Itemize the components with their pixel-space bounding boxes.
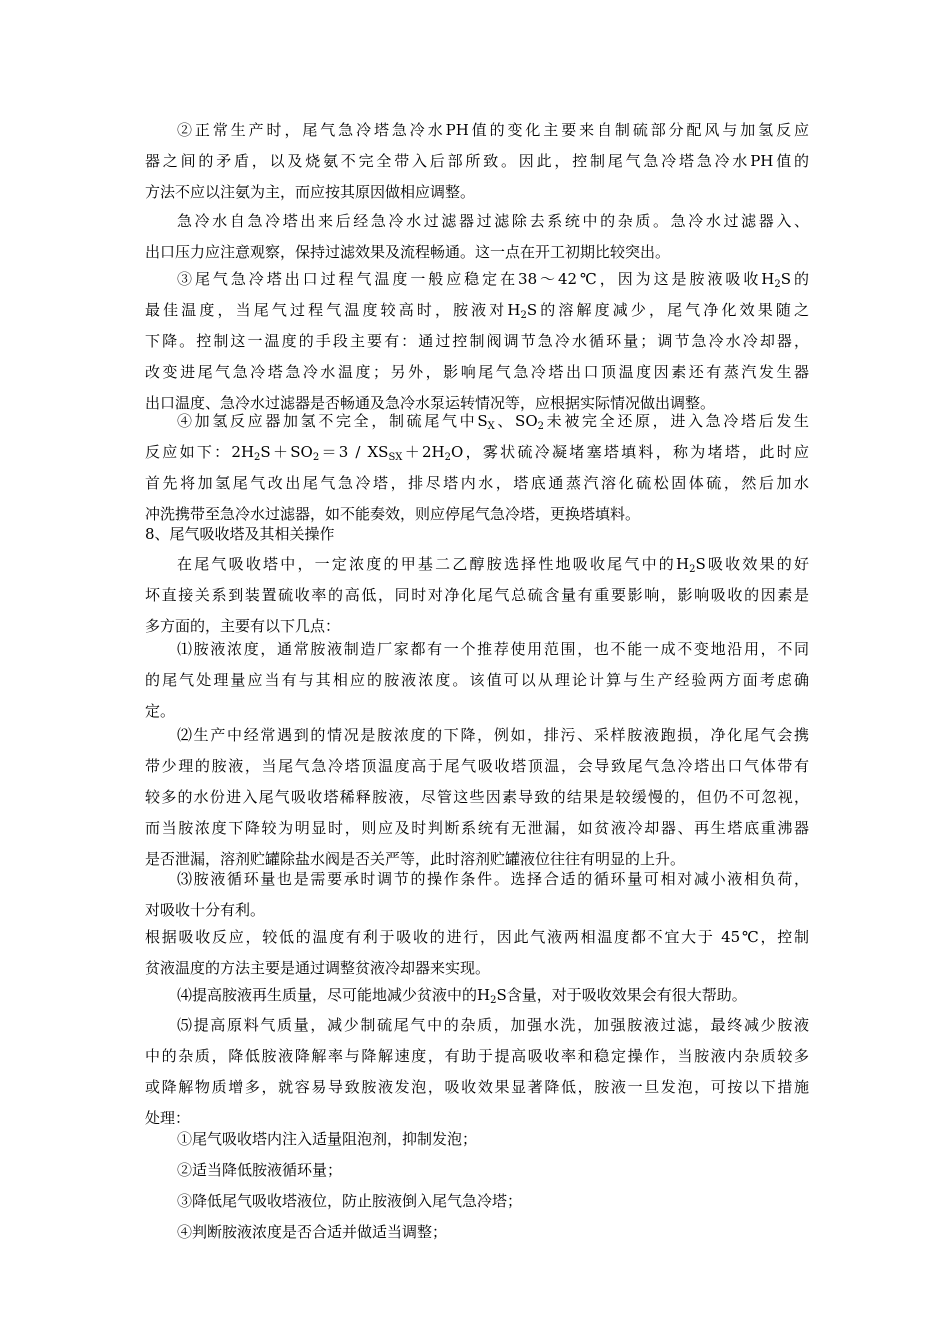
- text-line: 中的杂质，降低胺液降解率与降解速度，有助于提高吸收率和稳定操作，当胺液内杂质较多: [145, 1047, 809, 1065]
- paragraph-hydrogenation: [145, 406, 809, 530]
- paragraph-quench-filter: [145, 206, 809, 268]
- paragraph-feed-quality: [145, 1010, 809, 1134]
- text-line: 的尾气处理量应当有与其相应的胺液浓度。该值可以从理论计算与生产经验两方面考虑确: [145, 671, 809, 689]
- text-line: 冲洗携带至急冷水过滤器，如不能奏效，则应停尾气急冷塔，更换塔填料。: [145, 505, 641, 523]
- text-line: 根据吸收反应，较低的温度有利于吸收的进行，因此气液两相温度都不宜大于 45℃，控制: [145, 928, 809, 946]
- text-line: ⑷提高胺液再生质量，尽可能地减少贫液中的$H_2S$含量，对于吸收效果会有很大帮助。: [177, 986, 747, 1006]
- list-item: ②适当降低胺液循环量；: [177, 1161, 343, 1179]
- text-line: 多方面的，主要有以下几点：: [145, 617, 341, 635]
- section-title: 8、尾气吸收塔及其相关操作: [145, 525, 335, 543]
- text-line: 最佳温度，当尾气过程气温度较高时，胺液对$H_2S$的溶解度减少，尾气净化效果随之: [145, 301, 809, 321]
- text-line: 定。: [145, 702, 176, 720]
- text-line: 在尾气吸收塔中，一定浓度的甲基二乙醇胺选择性地吸收尾气中的$H_2S$吸收效果的好: [177, 555, 809, 575]
- text-line: ⑶胺液循环量也是需要承时调节的操作条件。选择合适的循环量可相对减小液相负荷，: [177, 870, 809, 888]
- text-line: ③尾气急冷塔出口过程气温度一般应稳定在38～42℃，因为这是胺液吸收$H_2S$的: [177, 270, 809, 290]
- text-line: 反应如下：$2H_2S+SO_2=3 / XS_{SX}+2H_2O$，雾状硫冷凝堵塞塔填料，称为堵塔，此时应: [145, 443, 809, 463]
- text-line: 改变进尾气急冷塔急冷水温度；另外，影响尾气急冷塔出口顶温度因素还有蒸汽发生器: [145, 363, 809, 381]
- list-item: ③降低尾气吸收塔液位，防止胺液倒入尾气急冷塔；: [177, 1192, 523, 1210]
- text-line: 器之间的矛盾，以及烧氨不完全带入后部所致。因此，控制尾气急冷塔急冷水PH值的: [145, 152, 809, 170]
- text-line: 较多的水份进入尾气吸收塔稀释胺液，尽管这些因素导致的结果是较缓慢的，但仍不可忽视，: [145, 788, 809, 806]
- foaming-measures-list: [145, 1124, 809, 1248]
- text-line: 首先将加氢尾气改出尾气急冷塔，排尽塔内水，塔底通蒸汽溶化硫松固体硫，然后加水: [145, 474, 809, 492]
- text-line: ⑵生产中经常遇到的情况是胺浓度的下降，例如，排污、采样胺液跑损，净化尾气会携: [177, 726, 809, 744]
- paragraph-temperature: [145, 922, 809, 984]
- text-line: 出口压力应注意观察，保持过滤效果及流程畅通。这一点在开工初期比较突出。: [145, 243, 671, 261]
- text-line: 带少理的胺液，当尾气急冷塔顶温度高于尾气吸收塔顶温，会导致尾气急冷塔出口气体带有: [145, 757, 809, 775]
- text-line: 坏直接关系到装置硫收率的高低，同时对净化尾气总硫含量有重要影响，影响吸收的因素是: [145, 586, 809, 604]
- text-line: 是否泄漏，溶剂贮罐除盐水阀是否关严等，此时溶剂贮罐液位往往有明显的上升。: [145, 850, 686, 868]
- paragraph-amine-concentration: [145, 634, 809, 727]
- text-line: 或降解物质增多，就容易导致胺液发泡，吸收效果显著降低，胺液一旦发泡，可按以下措施: [145, 1078, 809, 1096]
- text-line: 急冷水自急冷塔出来后经急冷水过滤器过滤除去系统中的杂质。急冷水过滤器入、: [177, 212, 809, 230]
- list-item: ①尾气吸收塔内注入适量阻泡剂，抑制发泡；: [177, 1130, 478, 1148]
- text-line: ②正常生产时，尾气急冷塔急冷水PH值的变化主要来自制硫部分配风与加氢反应: [177, 121, 809, 139]
- paragraph-circulation: [145, 864, 809, 926]
- text-line: ④加氢反应器加氢不完全，制硫尾气中$S_X$、$SO_2$未被完全还原，进入急冷塔后发生: [177, 412, 809, 432]
- list-item: ④判断胺液浓度是否合适并做适当调整；: [177, 1223, 448, 1241]
- text-line: 方法不应以注氨为主，而应按其原因做相应调整。: [145, 183, 476, 201]
- text-line: 贫液温度的方法主要是通过调整贫液冷却器来实现。: [145, 959, 491, 977]
- text-line: 而当胺浓度下降较为明显时，则应及时判断系统有无泄漏，如贫液冷却器、再生塔底重沸器: [145, 819, 809, 837]
- paragraph-outlet-temperature: [145, 264, 809, 419]
- paragraph-ph-control: [145, 115, 809, 208]
- section-heading: [145, 519, 809, 550]
- text-line: 出口温度、急冷水过滤器是否畅通及急冷水泵运转情况等，应根据实际情况做出调整。: [145, 394, 716, 412]
- paragraph-absorber-intro: [145, 549, 809, 642]
- text-line: 处理：: [145, 1109, 191, 1127]
- paragraph-concentration-drop: [145, 720, 809, 875]
- text-line: ⑴胺液浓度，通常胺液制造厂家都有一个推荐使用范围，也不能一成不变地沿用，不同: [177, 640, 809, 658]
- text-line: ⑸提高原料气质量，减少制硫尾气中的杂质，加强水洗，加强胺液过滤，最终减少胺液: [177, 1016, 809, 1034]
- text-line: 对吸收十分有利。: [145, 901, 266, 919]
- text-line: 下降。控制这一温度的手段主要有：通过控制阀调节急冷水循环量；调节急冷水冷却器，: [145, 332, 809, 350]
- paragraph-regeneration: [145, 980, 809, 1011]
